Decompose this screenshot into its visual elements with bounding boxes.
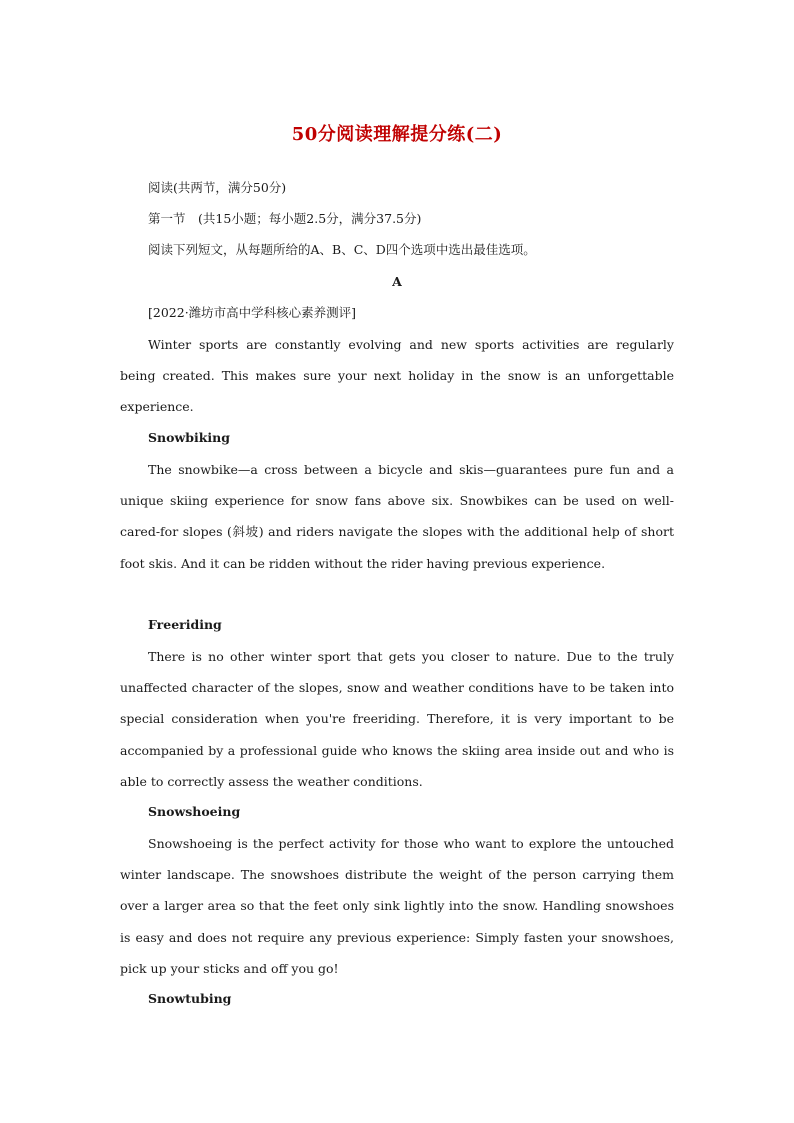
section-text-snowshoeing: Snowshoeing is the perfect activity for those who want to explore the untouched winter landscape. The snowshoes distribute the weight of the person carrying them over a larger area so that the feet only sink lightly into the snow. Handling snowshoes is easy and does not require any previous experience: Simply fasten your snowshoes, pick up your sticks and off you go! xyxy=(120,836,674,976)
part-description: 第一节 (共15小题；每小题2.5分，满分37.5分) xyxy=(148,211,422,226)
section-text-freeriding: There is no other winter sport that gets you closer to nature. Due to the truly unaffected character of the slopes, snow and weather conditions have to be taken into special consideration when you're freeriding. Therefore, it is very important to be accompanied by a professional guide who knows the skiing area inside out and who is able to correctly assess the weather conditions. xyxy=(120,649,674,789)
passage-source: [2022·潍坊市高中学科核心素养测评] xyxy=(148,305,357,320)
section-heading-snowbiking: Snowbiking xyxy=(148,430,230,445)
section-heading-snowshoeing: Snowshoeing xyxy=(148,804,241,819)
passage-label: A xyxy=(392,274,402,289)
instructions: 阅读下列短文，从每题所给的A、B、C、D四个选项中选出最佳选项。 xyxy=(148,242,536,257)
section-heading-freeriding: Freeriding xyxy=(148,617,222,632)
section-text-snowbiking: The snowbike—a cross between a bicycle and skis—guarantees pure fun and a unique skiing experience for snow fans above six. Snowbikes can be used on well-cared-for slopes (斜坡) and riders navigate the slopes with the additional help of short foot skis. And it can be ridden without the rider having previous experience. xyxy=(120,462,674,571)
section-heading-snowtubing: Snowtubing xyxy=(148,991,232,1006)
section-description: 阅读(共两节，满分50分) xyxy=(148,180,287,195)
intro-paragraph: Winter sports are constantly evolving and new sports activities are regularly being created. This makes sure your next holiday in the snow is an unforgettable experience. xyxy=(120,337,674,415)
page-title: 50分阅读理解提分练(二) xyxy=(291,124,503,145)
